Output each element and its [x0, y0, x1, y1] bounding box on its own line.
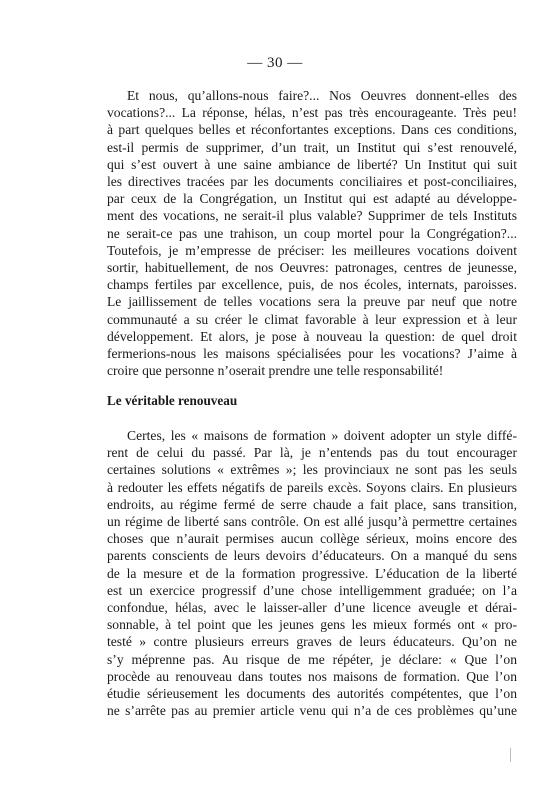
- scan-mark: [510, 748, 511, 762]
- paragraph-2: [107, 427, 517, 719]
- paragraph-line: étudie sérieusement les documents des autorités compétentes, que l’on: [107, 686, 517, 702]
- paragraph-line: de la mesure et de la formation progressive. L’éducation de la liberté: [107, 565, 517, 581]
- paragraph-line: croire que personne n’oserait prendre une telle responsabilité!: [107, 363, 444, 379]
- paragraph-line: développement. Et alors, je pose à nouveau la question: de quel droit: [107, 328, 517, 344]
- paragraph-line: un régime de liberté sans contrôle. On est allé jusqu’à permettre certaines: [107, 514, 517, 530]
- paragraph-line: à redouter les effets négatifs de pareils excès. Soyons clairs. En plusieurs: [107, 479, 517, 495]
- paragraph-1: [107, 87, 517, 379]
- paragraph-line: par ceux de la Congrégation, un Institut qui est adapté au développe-: [107, 191, 517, 207]
- page-number: — 30 —: [247, 55, 303, 71]
- paragraph-line: ne s’arrête pas au premier article venu qui n’a de ces problèmes qu’une: [107, 703, 517, 719]
- paragraph-line: confondue, hélas, avec le laisser-aller d’une licence aveugle et dérai-: [107, 600, 517, 616]
- paragraph-line: les directives tracées par les documents conciliaires et post-conciliaires,: [107, 174, 517, 190]
- paragraph-line: sortir, habituellement, de nos Oeuvres: patronages, centres de jeunesse,: [107, 260, 517, 276]
- paragraph-line: procède au renouveau dans toutes nos maisons de formation. Que l’on: [107, 668, 517, 684]
- paragraph-line: Et nous, qu’allons-nous faire?... Nos Oeuvres donnent-elles des: [127, 88, 517, 103]
- paragraph-line: rent de celui du passé. Par là, je n’entends pas du tout encourager: [107, 445, 517, 461]
- section-heading: Le véritable renouveau: [107, 393, 238, 408]
- paragraph-line: ment des vocations, ne serait-il plus valable? Supprimer de tels Instituts: [107, 208, 517, 224]
- paragraph-line: communauté a su créer le climat favorable à leur expression et à leur: [107, 311, 517, 327]
- paragraph-line: est un exercice progressif d’une chose intelligemment graduée; on l’a: [107, 582, 517, 598]
- paragraph-line: endroits, au régime fermé de serre chaude a fait place, sans transition,: [107, 496, 517, 512]
- paragraph-line: à part quelques belles et réconfortantes exceptions. Dans ces conditions,: [107, 122, 517, 138]
- paragraph-line: fermerions-nous les maisons spécialisées pour les vocations? J’aime à: [107, 346, 517, 362]
- paragraph-line: est-il permis de supprimer, d’un trait, un Institut qui s’est renouvelé,: [107, 139, 517, 155]
- paragraph-line: qui s’est ouvert à une saine ambiance de liberté? Un Institut qui suit: [107, 156, 517, 172]
- paragraph-line: Toutefois, je m’empresse de préciser: les meilleures vocations doivent: [107, 242, 517, 258]
- paragraph-line: certaines solutions « extrêmes »; les provinciaux ne sont pas les seuls: [107, 462, 517, 478]
- paragraph-line: Certes, les « maisons de formation » doivent adopter un style diffé-: [127, 428, 517, 443]
- paragraph-line: sonnable, à tel point que les jeunes gens les mieux formés ont « pro-: [107, 617, 517, 633]
- paragraph-line: choses que n’aurait permises aucun collège sérieux, moins encore des: [107, 531, 517, 547]
- paragraph-line: ne serait-ce pas une trahison, un coup mortel pour la Congrégation?...: [107, 225, 517, 241]
- paragraph-line: Le jaillissement de telles vocations sera la preuve par neuf que notre: [107, 294, 517, 310]
- paragraph-line: parents conscients de leurs devoirs d’éducateurs. On a manqué du sens: [107, 548, 517, 564]
- paragraph-line: testé » contre plusieurs erreurs graves de leurs éducateurs. Qu’on ne: [107, 634, 517, 650]
- paragraph-line: s’y méprenne pas. Au risque de me répéter, je déclare: « Que l’on: [107, 651, 517, 667]
- paragraph-line: champs fertiles par excellence, puis, de nos écoles, internats, paroisses.: [107, 277, 517, 293]
- paragraph-line: vocations?... La réponse, hélas, n’est pas très encourageante. Très peu!: [107, 105, 517, 121]
